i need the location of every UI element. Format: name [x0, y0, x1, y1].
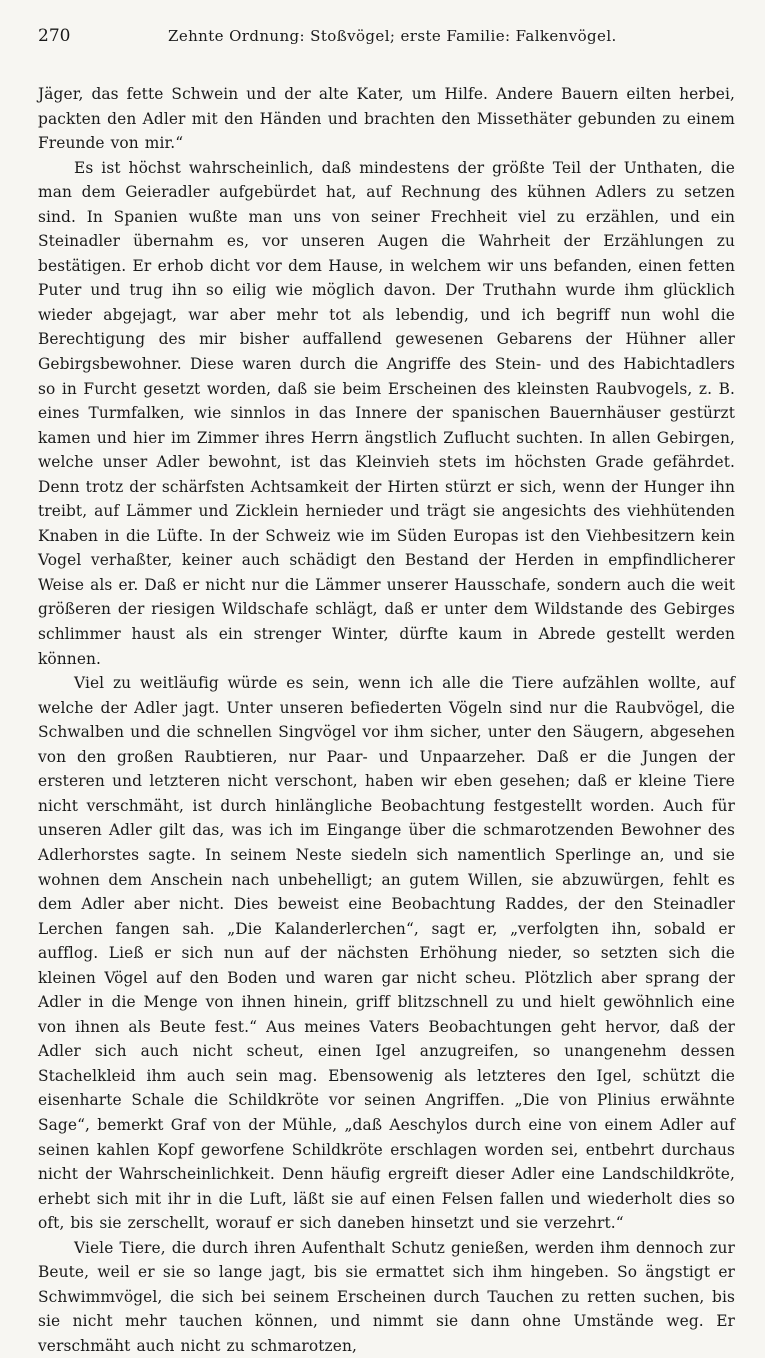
paragraph: Viele Tiere, die durch ihren Aufenthalt Schutz genießen, werden ihm dennoch zur Beute, weil er sie so lange jagt, bis sie ermattet sich ihm hingeben. So ängstigt er Schwimmvögel, die sich bei seinem Erscheinen durch Tauchen zu retten suchen, bis sie nicht mehr tauchen können, und nimmt sie dann ohne Umstände weg. Er verschmäht auch nicht zu schmarotzen, — [38, 1238, 735, 1355]
running-head: Zehnte Ordnung: Stoßvögel; erste Familie: Falkenvögel. — [168, 27, 617, 45]
page-number: 270 — [38, 26, 71, 46]
paragraph: Viel zu weitläufig würde es sein, wenn ich alle die Tiere aufzählen wollte, auf welche der Adler jagt. Unter unseren befiederten Vögeln sind nur die Raubvögel, die Schwalben und die schnellen Singvögel vor ihm sicher, unter den Säugern, abgesehen von den großen Raubtieren, nur Paar- und Unpaarzeher. Daß er die Jungen der ersteren und letzteren nicht verschont, haben wir eben gesehen; daß er kleine Tiere nicht verschmäht, ist durch hinlängliche Beobachtung festgestellt worden. Auch für unseren Adler gilt das, was ich im Eingange über die schmarotzenden Bewohner des Adlerhorstes sagte. In seinem Neste siedeln sich namentlich Sperlinge an, und sie wohnen dem Anschein nach unbehelligt; an gutem Willen, sie abzuwürgen, fehlt es dem Adler aber nicht. Dies beweist eine Beobachtung Raddes, der den Steinadler Lerchen fangen sah. „Die Kalanderlerchen“, sagt er, „verfolgten ihn, sobald er aufflog. Ließ er sich nun auf der nächsten Erhöhung nieder, so setzten sich die kleinen Vögel auf den Boden und waren gar nicht scheu. Plötzlich aber sprang der Adler in die Menge von ihnen hinein, griff blitzschnell zu und hielt gewöhnlich eine von ihnen als Beute fest.“ Aus meines Vaters Beobachtungen geht hervor, daß der Adler sich auch nicht scheut, einen Igel anzugreifen, so unangenehm dessen Stachelkleid ihm auch sein mag. Ebensowenig als letzteres den Igel, schützt die eisenharte Schale die Schildkröte vor seinen Angriffen. „Die von Plinius erwähnte Sage“, bemerkt Graf von der Mühle, „daß Aeschylos durch eine von einem Adler auf seinen kahlen Kopf geworfene Schildkröte erschlagen worden sei, entbehrt durchaus nicht der Wahrscheinlichkeit. Denn häufig ergreift dieser Adler eine Landschildkröte, erhebt sich mit ihr in die Luft, läßt sie auf einen Felsen fallen und wiederholt dies so oft, bis sie zerschellt, worauf er sich daneben hinsetzt und sie verzehrt.“ — [38, 674, 735, 1233]
page-header — [38, 26, 735, 60]
body-text — [38, 82, 735, 1358]
paragraph-continuation: Jäger, das fette Schwein und der alte Kater, um Hilfe. Andere Bauern eilten herbei, packten den Adler mit den Händen und brachten den Missethäter gebunden zu einem Freunde von mir.“ — [38, 85, 735, 153]
paragraph: Es ist höchst wahrscheinlich, daß mindestens der größte Teil der Unthaten, die man dem Geieradler aufgebürdet hat, auf Rechnung des kühnen Adlers zu setzen sind. In Spanien wußte man uns von seiner Frechheit viel zu erzählen, und ein Steinadler übernahm es, vor unseren Augen die Wahrheit der Erzählungen zu bestätigen. Er erhob dicht vor dem Hause, in welchem wir uns befanden, einen fetten Puter und trug ihn so eilig wie möglich davon. Der Truthahn wurde ihm glücklich wieder abgejagt, war aber mehr tot als lebendig, und ich begriff nun wohl die Berechtigung des mir bisher auffallend gewesenen Gebarens der Hühner aller Gebirgsbewohner. Diese waren durch die Angriffe des Stein- und des Habichtadlers so in Furcht gesetzt worden, daß sie beim Erscheinen des kleinsten Raubvogels, z. B. eines Turmfalken, wie sinnlos in das Innere der spanischen Bauernhäuser gestürzt kamen und hier im Zimmer ihres Herrn ängstlich Zuflucht suchten. In allen Gebirgen, welche unser Adler bewohnt, ist das Kleinvieh stets im höchsten Grade gefährdet. Denn trotz der schärfsten Achtsamkeit der Hirten stürzt er sich, wenn der Hunger ihn treibt, auf Lämmer und Zicklein hernieder und trägt sie angesichts des viehhütenden Knaben in die Lüfte. In der Schweiz wie im Süden Europas ist den Viehbesitzern kein Vogel verhaßter, keiner auch schädigt den Bestand der Herden in empfindlicherer Weise als er. Daß er nicht nur die Lämmer unserer Hausschafe, sondern auch die weit größeren der riesigen Wildschafe schlägt, daß er unter dem Wildstande des Gebirges schlimmer haust als ein strenger Winter, dürfte kaum in Abrede gestellt werden können. — [38, 158, 735, 668]
